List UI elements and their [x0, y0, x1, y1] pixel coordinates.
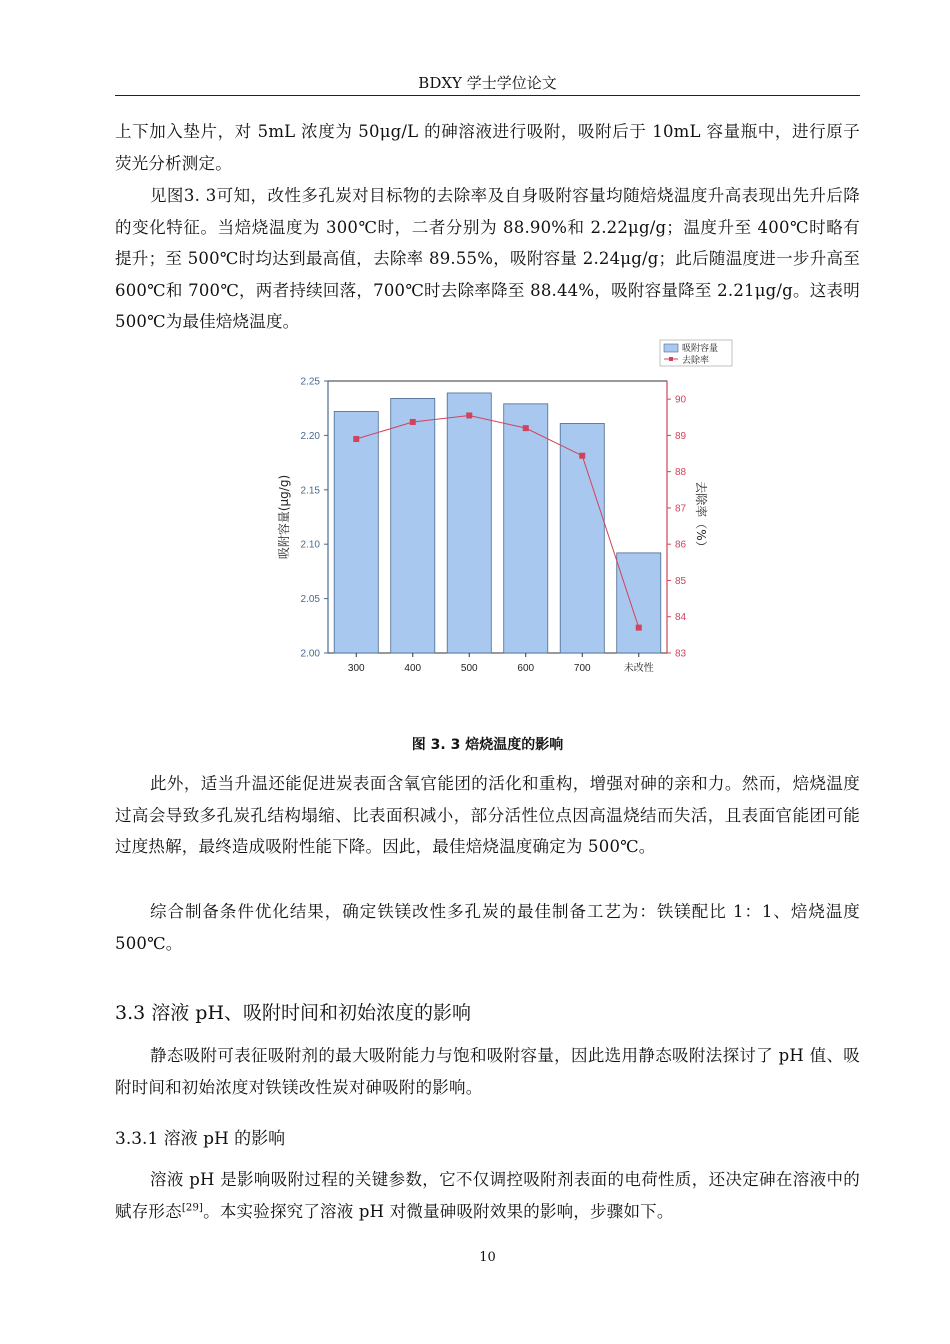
right-tick-label: 88: [675, 467, 687, 479]
subsection-heading: 3.3.1 溶液 pH 的影响: [115, 1129, 286, 1149]
figure-caption: 图 3. 3 焙烧温度的影响: [411, 737, 564, 753]
legend-label-capacity: 吸附容量: [682, 344, 719, 354]
left-tick-label: 2.05: [300, 594, 320, 606]
x-tick-label: 700: [573, 663, 591, 674]
point-removal-rate: [410, 419, 416, 425]
running-header: BDXY 学士学位论文: [418, 74, 557, 92]
paragraph-method: 上下加入垫片，对 5mL 浓度为 50μg/L 的砷溶液进行吸附，吸附后于 10mL 容量瓶中，进行原子荧光分析测定。: [115, 122, 860, 173]
x-tick-label: 未改性: [623, 663, 654, 674]
bar-adsorption-capacity: [617, 553, 661, 653]
bar-adsorption-capacity: [504, 404, 548, 653]
paragraph-ph-text-end: 。本实验探究了溶液 pH 对微量砷吸附效果的影响，步骤如下。: [203, 1201, 674, 1221]
x-tick-label: 300: [347, 663, 365, 674]
point-removal-rate: [636, 625, 642, 631]
point-removal-rate: [466, 412, 472, 418]
legend-swatch-capacity: [664, 344, 678, 352]
page-number: 10: [479, 1250, 496, 1265]
citation-ref[interactable]: [29]: [181, 1202, 204, 1213]
paragraph-conclusion: 综合制备条件优化结果，确定铁镁改性多孔炭的最佳制备工艺为：铁镁配比 1：1、焙烧温度 500℃。: [115, 902, 860, 953]
right-tick-label: 83: [675, 648, 687, 660]
point-removal-rate: [523, 425, 529, 431]
point-removal-rate: [353, 436, 359, 442]
section-heading: 3.3 溶液 pH、吸附时间和初始浓度的影响: [115, 1002, 472, 1024]
x-tick-label: 500: [460, 663, 478, 674]
bar-adsorption-capacity: [334, 411, 378, 653]
left-tick-label: 2.20: [300, 430, 320, 442]
paragraph-mechanism: 此外，适当升温还能促进炭表面含氧官能团的活化和重构，增强对砷的亲和力。然而，焙烧温度过高会导致多孔炭孔结构塌缩、比表面积减小，部分活性位点因高温烧结而失活，且表面官能团可能过度热解，最终造成吸附性能下降。因此，最佳焙烧温度确定为 500℃。: [115, 774, 860, 856]
bar-adsorption-capacity: [391, 398, 435, 653]
y-axis-title: 吸附容量(μg/g): [277, 474, 291, 560]
right-tick-label: 85: [675, 575, 687, 587]
roasting-temperature-chart: [270, 338, 750, 683]
right-tick-label: 84: [675, 612, 687, 624]
paragraph-static-adsorption: 静态吸附可表征吸附剂的最大吸附能力与饱和吸附容量，因此选用静态吸附法探讨了 pH 值、吸附时间和初始浓度对铁镁改性炭对砷吸附的影响。: [115, 1046, 860, 1097]
y2-axis-title: 去除率（%）: [694, 481, 708, 553]
point-removal-rate: [579, 453, 585, 459]
x-tick-label: 400: [404, 663, 422, 674]
paragraph-results: 见图3. 3可知，改性多孔炭对目标物的去除率及自身吸附容量均随焙烧温度升高表现出先升后降的变化特征。当焙烧温度为 300℃时，二者分别为 88.90%和 2.22μg/g；温度升至 400℃时略有提升；至 500℃时均达到最高值，去除率 89.55%，吸附容量 2.24μg/g；此后随温度进一步升高至 600℃和 700℃，两者持续回落，700℃时去除率降至 88.44%，吸附容量降至 2.21μg/g。这表明 500℃为最佳焙烧温度。: [115, 186, 860, 331]
right-tick-label: 90: [675, 394, 687, 406]
left-tick-label: 2.25: [300, 376, 320, 388]
left-tick-label: 2.15: [300, 485, 320, 497]
bar-adsorption-capacity: [447, 393, 491, 653]
legend-label-removal: 去除率: [682, 356, 710, 366]
right-tick-label: 86: [675, 539, 687, 551]
header-rule: [115, 95, 860, 96]
right-tick-label: 87: [675, 503, 687, 515]
paragraph-ph-text: 溶液 pH 是影响吸附过程的关键参数，它不仅调控吸附剂表面的电荷性质，还决定砷在溶液中的赋存形态: [115, 1170, 860, 1221]
left-tick-label: 2.10: [300, 539, 320, 551]
paragraph-ph: [115, 1164, 860, 1227]
right-tick-label: 89: [675, 430, 687, 442]
x-tick-label: 600: [517, 663, 535, 674]
legend-swatch-marker: [669, 357, 673, 361]
left-tick-label: 2.00: [300, 648, 320, 660]
